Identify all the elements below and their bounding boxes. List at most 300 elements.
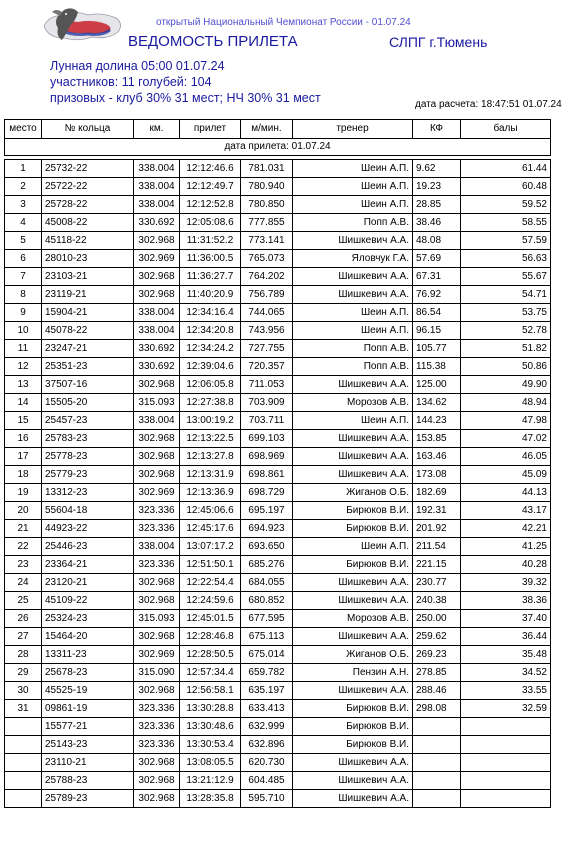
cell-coef: 105.77: [413, 340, 461, 358]
cell-speed: 675.113: [241, 628, 293, 646]
cell-trainer: Шеин А.П.: [293, 196, 413, 214]
cell-km: 323.336: [134, 736, 180, 754]
cell-place: [5, 772, 42, 790]
pigeon-logo-icon: [42, 6, 124, 46]
cell-km: 315.093: [134, 394, 180, 412]
table-row: [5, 718, 551, 736]
cell-km: 302.968: [134, 430, 180, 448]
cell-trainer: Шеин А.П.: [293, 412, 413, 430]
cell-speed: 680.852: [241, 592, 293, 610]
table-row: [5, 772, 551, 790]
cell-ring: 45118-22: [42, 232, 134, 250]
cell-ring: 25722-22: [42, 178, 134, 196]
cell-ring: 15904-21: [42, 304, 134, 322]
cell-ring: 25778-23: [42, 448, 134, 466]
cell-km: 302.969: [134, 646, 180, 664]
cell-points: 46.05: [461, 448, 551, 466]
cell-coef: 259.62: [413, 628, 461, 646]
cell-coef: 153.85: [413, 430, 461, 448]
cell-km: 302.968: [134, 592, 180, 610]
cell-trainer: Шишкевич А.А.: [293, 772, 413, 790]
cell-trainer: Шишкевич А.А.: [293, 754, 413, 772]
cell-coef: 67.31: [413, 268, 461, 286]
cell-coef: 57.69: [413, 250, 461, 268]
table-row: [5, 592, 551, 610]
cell-coef: 76.92: [413, 286, 461, 304]
cell-points: [461, 772, 551, 790]
cell-ring: 25779-23: [42, 466, 134, 484]
table-row: [5, 484, 551, 502]
cell-arrival: 12:13:36.9: [180, 484, 241, 502]
cell-speed: 756.789: [241, 286, 293, 304]
cell-trainer: Бирюков В.И.: [293, 502, 413, 520]
cell-speed: 604.485: [241, 772, 293, 790]
table-row: [5, 610, 551, 628]
cell-km: 302.968: [134, 628, 180, 646]
cell-speed: 780.850: [241, 196, 293, 214]
cell-coef: 288.46: [413, 682, 461, 700]
cell-place: 6: [5, 250, 42, 268]
table-row: [5, 394, 551, 412]
cell-points: 33.55: [461, 682, 551, 700]
table-row: [5, 664, 551, 682]
table-row: [5, 232, 551, 250]
arrival-date-row: [5, 139, 551, 156]
cell-coef: 96.15: [413, 322, 461, 340]
cell-speed: 780.940: [241, 178, 293, 196]
cell-place: 31: [5, 700, 42, 718]
col-header-coef: КФ: [413, 120, 461, 139]
cell-coef: 28.85: [413, 196, 461, 214]
col-header-arrival: прилет: [180, 120, 241, 139]
cell-trainer: Жиганов О.Б.: [293, 646, 413, 664]
cell-place: [5, 754, 42, 772]
cell-place: 15: [5, 412, 42, 430]
table-row: [5, 682, 551, 700]
table-row: [5, 376, 551, 394]
col-header-speed: м/мин.: [241, 120, 293, 139]
cell-speed: 595.710: [241, 790, 293, 808]
cell-coef: [413, 754, 461, 772]
cell-arrival: 11:31:52.2: [180, 232, 241, 250]
cell-trainer: Шишкевич А.А.: [293, 286, 413, 304]
page-subtitle: открытый Национальный Чемпионат России - 01.07.24: [156, 17, 411, 28]
cell-trainer: Шишкевич А.А.: [293, 466, 413, 484]
cell-coef: 221.15: [413, 556, 461, 574]
cell-points: [461, 754, 551, 772]
cell-km: 302.968: [134, 754, 180, 772]
cell-speed: 781.031: [241, 160, 293, 178]
table-row: [5, 304, 551, 322]
cell-coef: 201.92: [413, 520, 461, 538]
cell-arrival: 12:34:20.8: [180, 322, 241, 340]
cell-ring: 13311-23: [42, 646, 134, 664]
table-row: [5, 322, 551, 340]
cell-speed: 620.730: [241, 754, 293, 772]
cell-place: 23: [5, 556, 42, 574]
table-row: [5, 214, 551, 232]
cell-place: 20: [5, 502, 42, 520]
cell-place: 27: [5, 628, 42, 646]
cell-points: 35.48: [461, 646, 551, 664]
cell-arrival: 12:51:50.1: [180, 556, 241, 574]
cell-place: 11: [5, 340, 42, 358]
cell-km: 338.004: [134, 322, 180, 340]
cell-points: 50.86: [461, 358, 551, 376]
cell-place: 16: [5, 430, 42, 448]
cell-coef: 250.00: [413, 610, 461, 628]
table-row: [5, 412, 551, 430]
cell-place: 25: [5, 592, 42, 610]
cell-coef: [413, 772, 461, 790]
cell-speed: 695.197: [241, 502, 293, 520]
cell-trainer: Бирюков В.И.: [293, 736, 413, 754]
cell-trainer: Пензин А.Н.: [293, 664, 413, 682]
cell-points: 56.63: [461, 250, 551, 268]
cell-place: 7: [5, 268, 42, 286]
cell-arrival: 13:00:19.2: [180, 412, 241, 430]
prize-info: призовых - клуб 30% 31 мест; НЧ 30% 31 мест: [50, 91, 321, 105]
page-title: ВЕДОМОСТЬ ПРИЛЕТА: [128, 33, 298, 50]
cell-place: 18: [5, 466, 42, 484]
cell-place: 30: [5, 682, 42, 700]
cell-coef: 192.31: [413, 502, 461, 520]
cell-trainer: Шишкевич А.А.: [293, 682, 413, 700]
col-header-place: место: [5, 120, 42, 139]
cell-trainer: Шишкевич А.А.: [293, 628, 413, 646]
cell-place: 2: [5, 178, 42, 196]
cell-arrival: 12:57:34.4: [180, 664, 241, 682]
cell-trainer: Шишкевич А.А.: [293, 376, 413, 394]
table-row: [5, 700, 551, 718]
cell-speed: 777.855: [241, 214, 293, 232]
cell-place: 8: [5, 286, 42, 304]
cell-place: 4: [5, 214, 42, 232]
cell-points: 57.59: [461, 232, 551, 250]
cell-km: 302.968: [134, 790, 180, 808]
cell-coef: 163.46: [413, 448, 461, 466]
cell-ring: 25457-23: [42, 412, 134, 430]
cell-coef: 115.38: [413, 358, 461, 376]
cell-points: 54.71: [461, 286, 551, 304]
cell-coef: 144.23: [413, 412, 461, 430]
cell-arrival: 13:30:28.8: [180, 700, 241, 718]
cell-ring: 23247-21: [42, 340, 134, 358]
cell-speed: 764.202: [241, 268, 293, 286]
cell-speed: 703.909: [241, 394, 293, 412]
cell-km: 302.968: [134, 376, 180, 394]
cell-km: 338.004: [134, 304, 180, 322]
cell-trainer: Бирюков В.И.: [293, 556, 413, 574]
cell-km: 330.692: [134, 358, 180, 376]
cell-ring: 23110-21: [42, 754, 134, 772]
cell-speed: 720.357: [241, 358, 293, 376]
cell-speed: 685.276: [241, 556, 293, 574]
cell-arrival: 12:22:54.4: [180, 574, 241, 592]
cell-km: 302.968: [134, 448, 180, 466]
cell-arrival: 12:45:17.6: [180, 520, 241, 538]
cell-coef: 38.46: [413, 214, 461, 232]
cell-trainer: Шишкевич А.А.: [293, 592, 413, 610]
cell-arrival: 12:05:08.6: [180, 214, 241, 232]
cell-km: 302.968: [134, 772, 180, 790]
cell-place: 3: [5, 196, 42, 214]
cell-points: 55.67: [461, 268, 551, 286]
cell-km: 302.968: [134, 268, 180, 286]
cell-trainer: Попп А.В.: [293, 214, 413, 232]
calc-date-value: 18:47:51 01.07.24: [481, 99, 562, 110]
cell-arrival: 12:34:16.4: [180, 304, 241, 322]
cell-arrival: 11:40:20.9: [180, 286, 241, 304]
cell-speed: 743.956: [241, 322, 293, 340]
cell-trainer: Шишкевич А.А.: [293, 448, 413, 466]
cell-place: [5, 790, 42, 808]
cell-speed: 711.053: [241, 376, 293, 394]
cell-km: 323.336: [134, 718, 180, 736]
cell-ring: 45109-22: [42, 592, 134, 610]
cell-speed: 703.711: [241, 412, 293, 430]
cell-speed: 744.065: [241, 304, 293, 322]
table-row: [5, 286, 551, 304]
cell-coef: 211.54: [413, 538, 461, 556]
cell-place: 10: [5, 322, 42, 340]
cell-place: 1: [5, 160, 42, 178]
cell-ring: 25728-22: [42, 196, 134, 214]
cell-place: 24: [5, 574, 42, 592]
cell-trainer: Шишкевич А.А.: [293, 232, 413, 250]
cell-arrival: 13:21:12.9: [180, 772, 241, 790]
race-info: Лунная долина 05:00 01.07.24: [50, 59, 225, 73]
cell-ring: 25143-23: [42, 736, 134, 754]
cell-coef: [413, 790, 461, 808]
calc-date-label: дата расчета:: [415, 99, 479, 110]
cell-points: 51.82: [461, 340, 551, 358]
cell-km: 323.336: [134, 502, 180, 520]
cell-km: 302.968: [134, 466, 180, 484]
cell-ring: 45008-22: [42, 214, 134, 232]
table-row: [5, 250, 551, 268]
table-row: [5, 520, 551, 538]
table-row: [5, 430, 551, 448]
cell-speed: 693.650: [241, 538, 293, 556]
cell-coef: 298.08: [413, 700, 461, 718]
cell-km: 338.004: [134, 538, 180, 556]
cell-ring: 25324-23: [42, 610, 134, 628]
cell-ring: 25783-23: [42, 430, 134, 448]
table-row: [5, 358, 551, 376]
cell-arrival: 12:34:24.2: [180, 340, 241, 358]
cell-trainer: Морозов А.В.: [293, 394, 413, 412]
arrival-table: [4, 119, 551, 808]
cell-trainer: Попп А.В.: [293, 340, 413, 358]
participants-info: участников: 11 голубей: 104: [50, 75, 212, 89]
cell-ring: 23103-21: [42, 268, 134, 286]
cell-km: 323.336: [134, 700, 180, 718]
cell-points: [461, 736, 551, 754]
cell-coef: 134.62: [413, 394, 461, 412]
col-header-ring: № кольца: [42, 120, 134, 139]
cell-arrival: 13:30:48.6: [180, 718, 241, 736]
cell-arrival: 12:39:04.6: [180, 358, 241, 376]
cell-ring: 23120-21: [42, 574, 134, 592]
cell-arrival: 12:12:46.6: [180, 160, 241, 178]
table-row: [5, 502, 551, 520]
cell-points: 60.48: [461, 178, 551, 196]
cell-speed: 699.103: [241, 430, 293, 448]
cell-ring: 37507-16: [42, 376, 134, 394]
cell-place: 17: [5, 448, 42, 466]
cell-place: 5: [5, 232, 42, 250]
cell-points: 41.25: [461, 538, 551, 556]
cell-arrival: 12:06:05.8: [180, 376, 241, 394]
cell-points: 48.94: [461, 394, 551, 412]
club-name: СЛПГ г.Тюмень: [389, 34, 488, 50]
arrival-date: дата прилета: 01.07.24: [5, 139, 551, 156]
cell-speed: 694.923: [241, 520, 293, 538]
cell-place: 28: [5, 646, 42, 664]
cell-ring: 25446-23: [42, 538, 134, 556]
cell-km: 323.336: [134, 556, 180, 574]
cell-speed: 659.782: [241, 664, 293, 682]
cell-points: [461, 718, 551, 736]
cell-speed: 698.729: [241, 484, 293, 502]
table-row: [5, 160, 551, 178]
cell-km: 302.968: [134, 232, 180, 250]
cell-km: 330.692: [134, 340, 180, 358]
cell-trainer: Шеин А.П.: [293, 538, 413, 556]
cell-coef: 269.23: [413, 646, 461, 664]
cell-points: 49.90: [461, 376, 551, 394]
cell-points: 52.78: [461, 322, 551, 340]
table-row: [5, 340, 551, 358]
cell-km: 315.093: [134, 610, 180, 628]
cell-trainer: Шишкевич А.А.: [293, 430, 413, 448]
cell-arrival: 12:13:22.5: [180, 430, 241, 448]
table-row: [5, 268, 551, 286]
cell-place: 13: [5, 376, 42, 394]
cell-km: 338.004: [134, 196, 180, 214]
cell-points: 36.44: [461, 628, 551, 646]
cell-km: 302.968: [134, 286, 180, 304]
cell-km: 302.969: [134, 484, 180, 502]
cell-trainer: Шеин А.П.: [293, 178, 413, 196]
cell-speed: 635.197: [241, 682, 293, 700]
cell-points: 40.28: [461, 556, 551, 574]
cell-arrival: 12:27:38.8: [180, 394, 241, 412]
cell-points: 59.52: [461, 196, 551, 214]
cell-arrival: 12:13:31.9: [180, 466, 241, 484]
cell-speed: 632.999: [241, 718, 293, 736]
cell-points: 47.98: [461, 412, 551, 430]
table-row: [5, 556, 551, 574]
table-row: [5, 448, 551, 466]
cell-points: 43.17: [461, 502, 551, 520]
cell-speed: 633.413: [241, 700, 293, 718]
cell-place: [5, 736, 42, 754]
cell-ring: 09861-19: [42, 700, 134, 718]
cell-ring: 25678-23: [42, 664, 134, 682]
cell-km: 338.004: [134, 178, 180, 196]
cell-coef: [413, 736, 461, 754]
cell-km: 330.692: [134, 214, 180, 232]
cell-trainer: Бирюков В.И.: [293, 700, 413, 718]
cell-coef: 182.69: [413, 484, 461, 502]
cell-points: 34.52: [461, 664, 551, 682]
table-row: [5, 196, 551, 214]
cell-arrival: 13:30:53.4: [180, 736, 241, 754]
cell-points: 37.40: [461, 610, 551, 628]
cell-ring: 15464-20: [42, 628, 134, 646]
cell-place: 22: [5, 538, 42, 556]
table-row: [5, 736, 551, 754]
cell-trainer: Шишкевич А.А.: [293, 574, 413, 592]
cell-coef: 173.08: [413, 466, 461, 484]
cell-trainer: Шеин А.П.: [293, 304, 413, 322]
cell-arrival: 12:45:01.5: [180, 610, 241, 628]
cell-ring: 28010-23: [42, 250, 134, 268]
cell-arrival: 12:12:52.8: [180, 196, 241, 214]
cell-points: 45.09: [461, 466, 551, 484]
cell-ring: 23364-21: [42, 556, 134, 574]
cell-speed: 675.014: [241, 646, 293, 664]
cell-speed: 677.595: [241, 610, 293, 628]
cell-arrival: 12:28:46.8: [180, 628, 241, 646]
cell-ring: 45078-22: [42, 322, 134, 340]
cell-points: 42.21: [461, 520, 551, 538]
cell-trainer: Жиганов О.Б.: [293, 484, 413, 502]
cell-ring: 15577-21: [42, 718, 134, 736]
cell-arrival: 12:28:50.5: [180, 646, 241, 664]
cell-place: 14: [5, 394, 42, 412]
cell-coef: 240.38: [413, 592, 461, 610]
table-row: [5, 646, 551, 664]
table-row: [5, 538, 551, 556]
cell-place: 21: [5, 520, 42, 538]
cell-points: 38.36: [461, 592, 551, 610]
col-header-km: км.: [134, 120, 180, 139]
cell-points: 39.32: [461, 574, 551, 592]
cell-speed: 727.755: [241, 340, 293, 358]
cell-trainer: Бирюков В.И.: [293, 520, 413, 538]
cell-coef: 230.77: [413, 574, 461, 592]
cell-trainer: Яловчук Г.А.: [293, 250, 413, 268]
cell-place: 19: [5, 484, 42, 502]
table-row: [5, 574, 551, 592]
cell-km: 302.968: [134, 574, 180, 592]
cell-arrival: 11:36:00.5: [180, 250, 241, 268]
cell-arrival: 12:56:58.1: [180, 682, 241, 700]
cell-points: 61.44: [461, 160, 551, 178]
cell-ring: 25351-23: [42, 358, 134, 376]
table-row: [5, 790, 551, 808]
cell-speed: 698.861: [241, 466, 293, 484]
cell-speed: 684.055: [241, 574, 293, 592]
col-header-trainer: тренер: [293, 120, 413, 139]
cell-points: 53.75: [461, 304, 551, 322]
table-row: [5, 754, 551, 772]
cell-ring: 45525-19: [42, 682, 134, 700]
cell-arrival: 13:07:17.2: [180, 538, 241, 556]
table-row: [5, 628, 551, 646]
cell-arrival: 12:13:27.8: [180, 448, 241, 466]
cell-arrival: 12:45:06.6: [180, 502, 241, 520]
cell-coef: [413, 718, 461, 736]
table-row: [5, 178, 551, 196]
cell-coef: 9.62: [413, 160, 461, 178]
cell-coef: 19.23: [413, 178, 461, 196]
cell-points: 47.02: [461, 430, 551, 448]
cell-speed: 632.896: [241, 736, 293, 754]
